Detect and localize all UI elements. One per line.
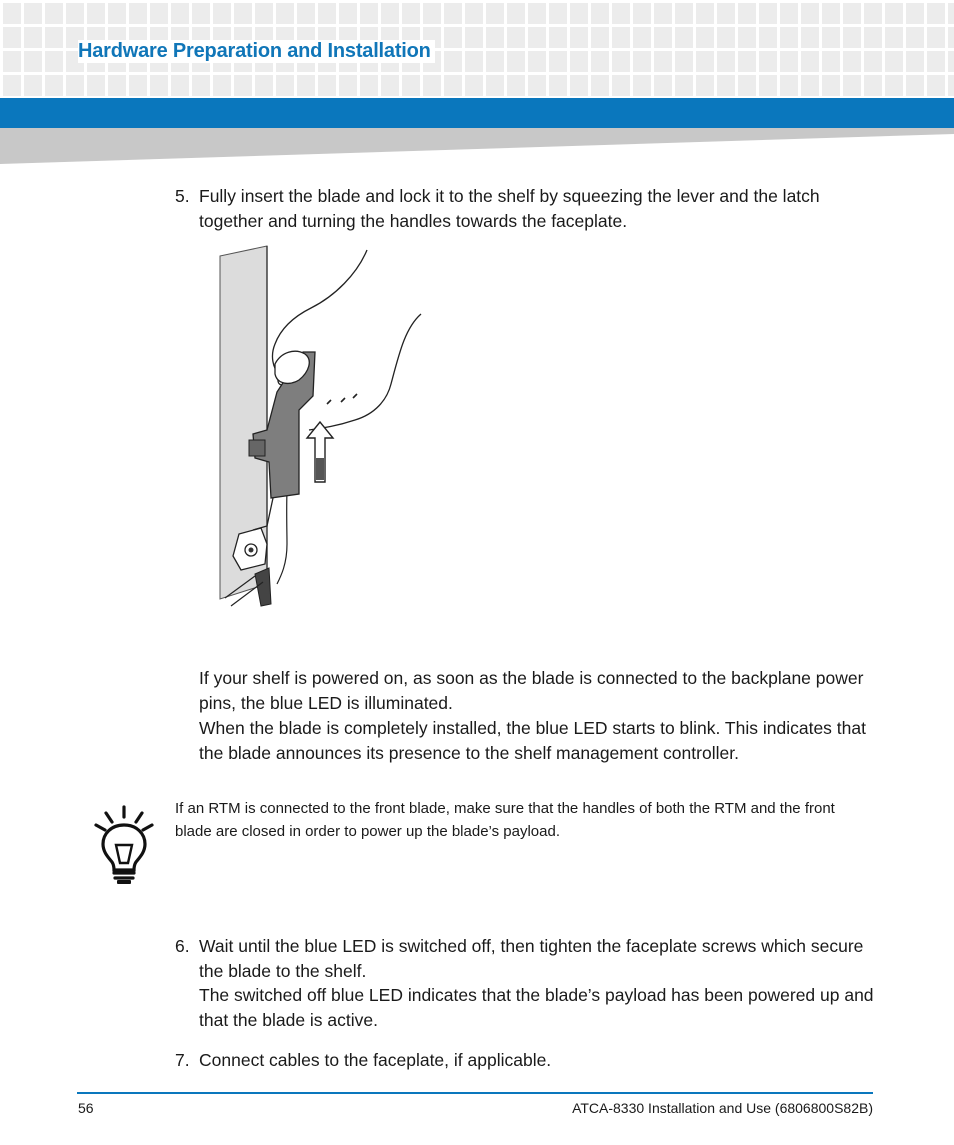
header-grey-wedge [0,128,954,164]
step-text-detail: The switched off blue LED indicates that the blade’s payload has been powered up and that the blade is active. [199,985,874,1030]
step-text: Connect cables to the faceplate, if applicable. [199,1050,552,1070]
blade-handle-insertion-illustration [215,244,425,614]
header-blue-bar [0,98,954,128]
paragraph-led-blink: When the blade is completely installed, the blue LED starts to blink. This indicates that the blade announces its presence to the shelf management controller. [199,718,866,763]
step-5 [175,184,875,233]
step-text: Fully insert the blade and lock it to the shelf by squeezing the lever and the latch together and turning the handles towards the faceplate. [199,186,820,231]
step-6 [175,934,875,1032]
paragraph-led-illuminated: If your shelf is powered on, as soon as the blade is connected to the backplane power pins, the blue LED is illuminated. [199,668,864,713]
step-text: Wait until the blue LED is switched off, then tighten the faceplate screws which secure the blade to the shelf. [199,936,864,981]
section-title: Hardware Preparation and Installation [78,40,435,63]
note-text: If an RTM is connected to the front blade, make sure that the handles of both the RTM and the front blade are closed in order to power up the blade’s payload. [175,800,835,840]
step-number: 7. [175,1050,190,1070]
page-number: 56 [78,1100,94,1116]
step-number: 5. [175,186,190,206]
step-number: 6. [175,936,190,956]
lightbulb-icon [92,803,156,887]
step-7 [175,1048,875,1073]
footer-rule [77,1092,873,1094]
document-title: ATCA-8330 Installation and Use (6806800S82B) [572,1100,873,1116]
